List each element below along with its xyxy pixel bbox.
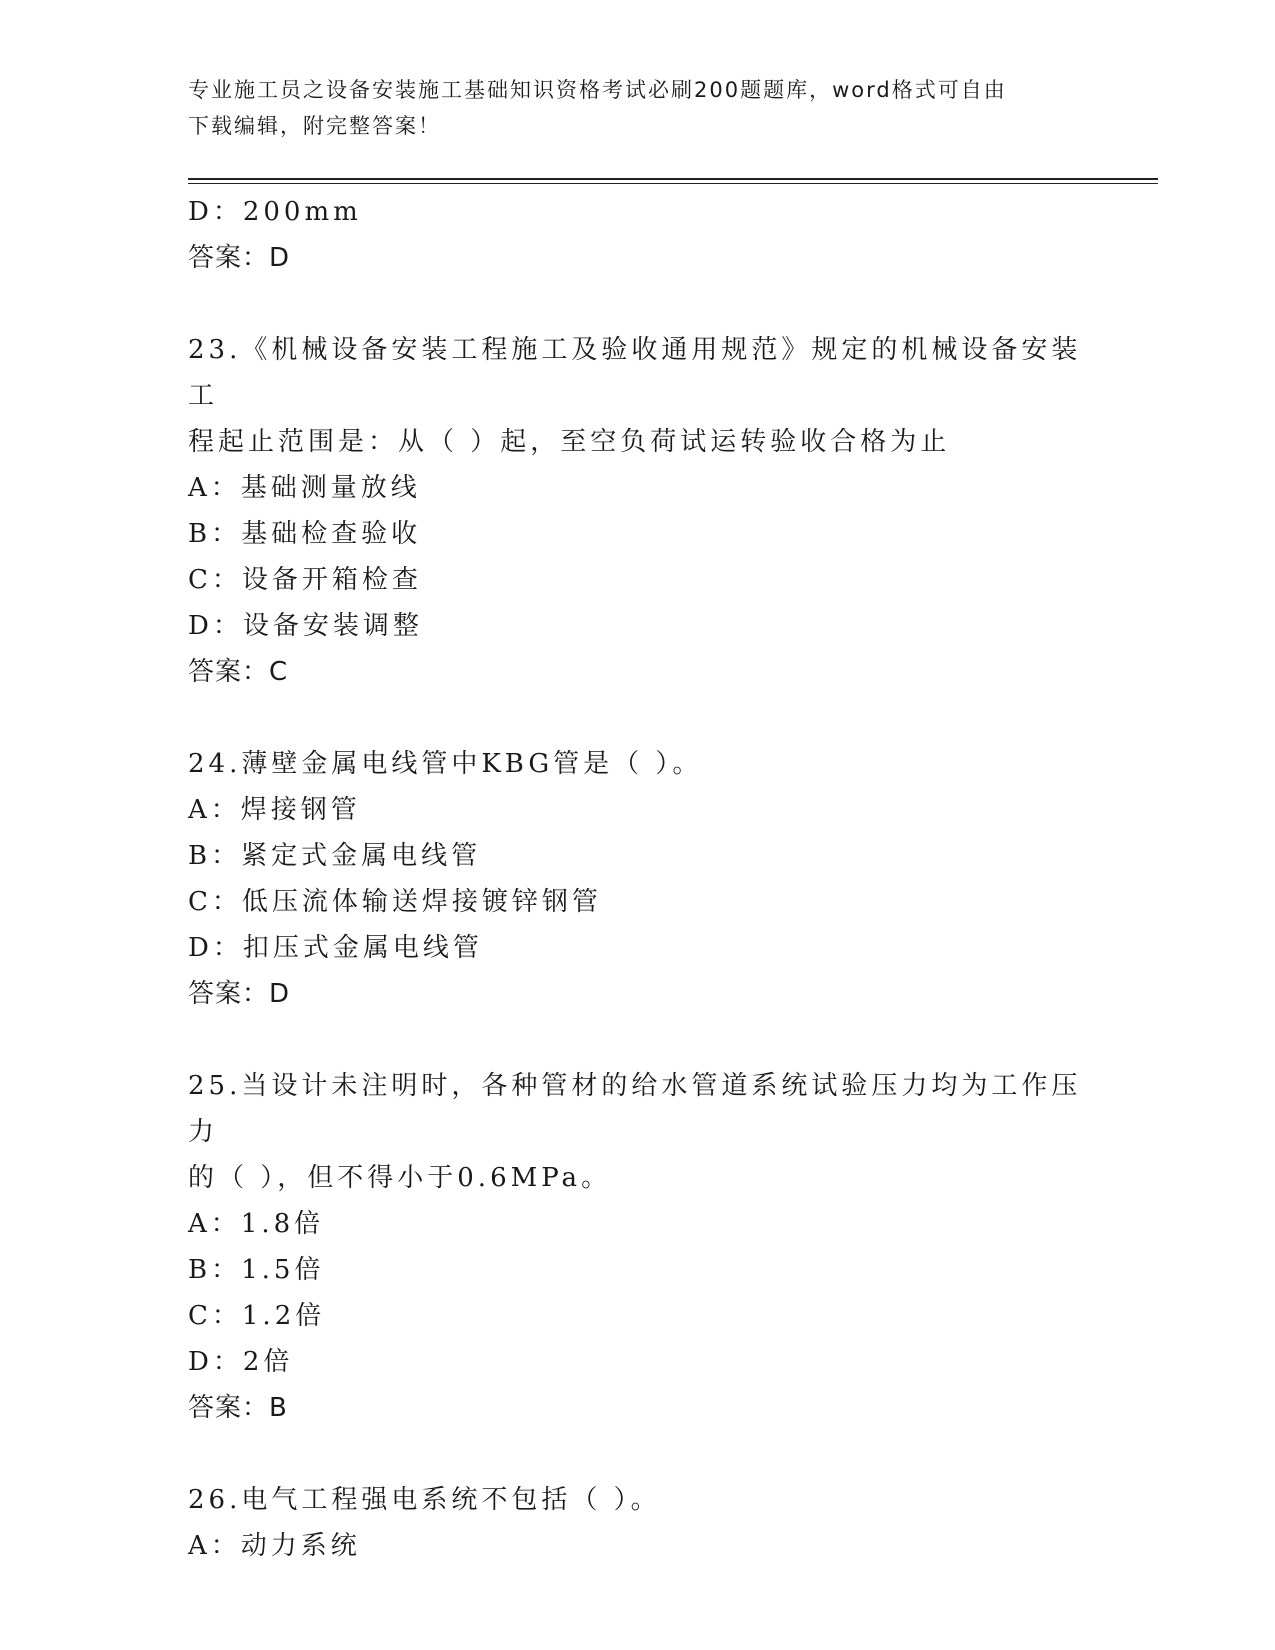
option-a: A：基础测量放线 (188, 473, 421, 503)
question-text-line-1: 25.当设计未注明时，各种管材的给水管道系统试验压力均为工作压力 (188, 1071, 1082, 1147)
document-header (188, 72, 1088, 144)
question-23 (188, 327, 1108, 695)
answer-line: 答案：D (188, 979, 291, 1009)
header-title-line-2: 下载编辑，附完整答案！ (188, 114, 441, 138)
option-a: A：焊接钢管 (188, 795, 361, 825)
option-b: B：紧定式金属电线管 (188, 841, 482, 871)
option-d: D：设备安装调整 (188, 611, 423, 641)
option-c: C：1.2倍 (188, 1301, 326, 1331)
option-d: D：2倍 (188, 1347, 294, 1377)
question-25 (188, 1063, 1108, 1431)
option-b: B：基础检查验收 (188, 519, 422, 549)
question-list (188, 189, 1108, 1569)
option-a: A：动力系统 (188, 1531, 361, 1561)
question-text-line-1: 24.薄壁金属电线管中KBG管是（ ）。 (188, 749, 703, 779)
question-text-line-1: 26.电气工程强电系统不包括（ ）。 (188, 1485, 661, 1515)
option-c: C：低压流体输送焊接镀锌钢管 (188, 887, 602, 917)
answer-line: 答案：D (188, 243, 291, 273)
option-d: D：200mm (188, 197, 362, 227)
question-text-line-2: 的（ ），但不得小于0.6MPa。 (188, 1163, 612, 1193)
answer-line: 答案：C (188, 657, 289, 687)
header-divider-thick (188, 178, 1158, 180)
option-c: C：设备开箱检查 (188, 565, 422, 595)
question-24 (188, 741, 1108, 1017)
question-text-line-1: 23.《机械设备安装工程施工及验收通用规范》规定的机械设备安装工 (188, 335, 1082, 411)
header-divider-thin (188, 183, 1158, 184)
answer-line: 答案：B (188, 1393, 288, 1423)
question-text-line-2: 程起止范围是：从（ ）起，至空负荷试运转验收合格为止 (188, 427, 951, 457)
option-b: B：1.5倍 (188, 1255, 325, 1285)
header-title-line-1: 专业施工员之设备安装施工基础知识资格考试必刷200题题库，word格式可自由 (188, 78, 1007, 102)
question-26 (188, 1477, 1108, 1569)
option-a: A：1.8倍 (188, 1209, 325, 1239)
question-22-tail (188, 189, 1108, 281)
option-d: D：扣压式金属电线管 (188, 933, 483, 963)
